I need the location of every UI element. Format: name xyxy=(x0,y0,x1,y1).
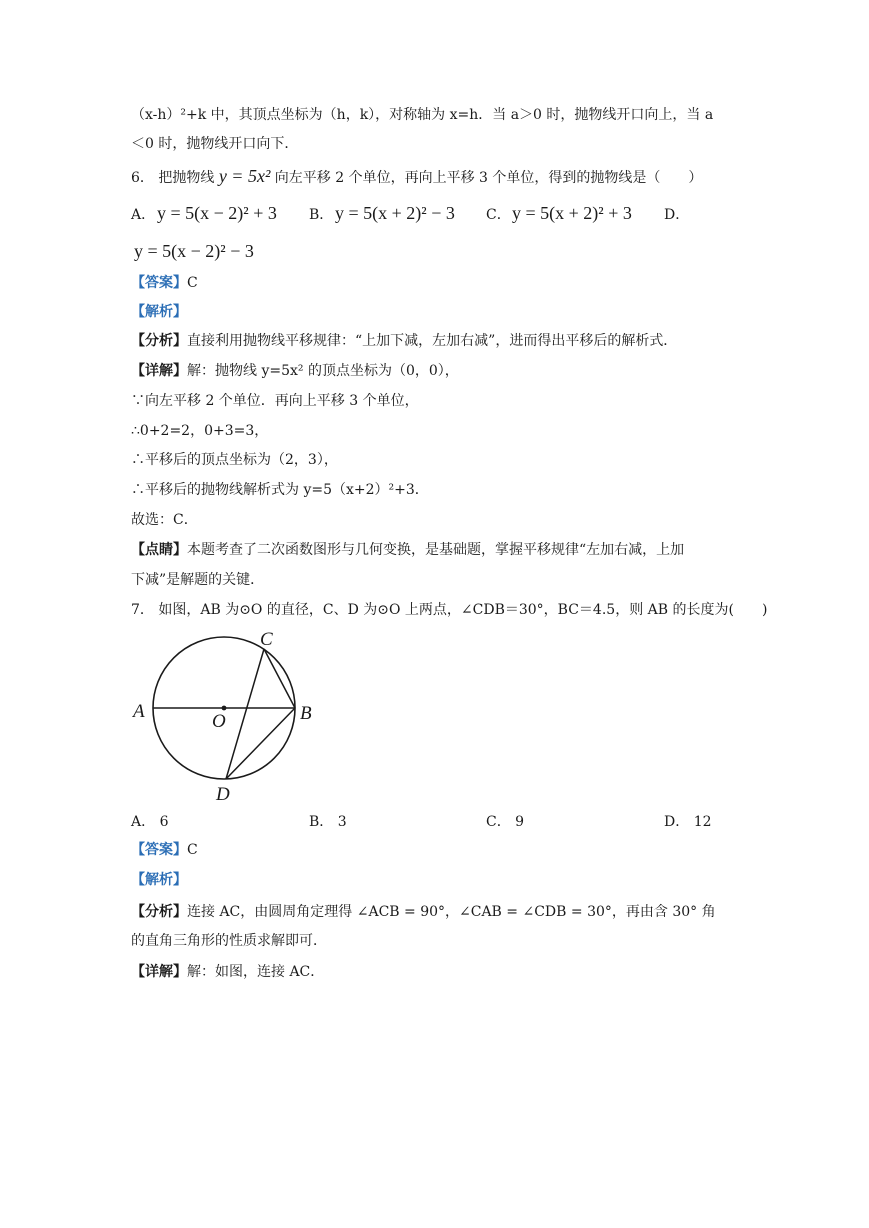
q7-stem: 7． 如图，AB 为⊙O 的直径，C、D 为⊙O 上两点，∠CDB＝30°，BC＝4.5，则 AB 的长度为( ) xyxy=(131,602,768,618)
q6-fenxi-tag: 【分析】 xyxy=(131,333,187,349)
q6-option-d-label: D． xyxy=(664,207,690,223)
intro-line-2: ＜0 时，抛物线开口向下． xyxy=(131,136,299,152)
label-c: C xyxy=(260,629,273,650)
q6-xiangjie-tag: 【详解】 xyxy=(131,363,187,379)
circle-diagram xyxy=(128,628,328,808)
q6-stem xyxy=(131,166,702,188)
q7-answer-value: C xyxy=(187,842,198,858)
q6-answer xyxy=(131,273,198,293)
q6-jiexi-tag: 【解析】 xyxy=(131,304,187,320)
q7-xiangjie-tag: 【详解】 xyxy=(131,964,187,980)
q7-option-d-value: 12 xyxy=(693,814,712,830)
intro-line-1: （x-h）²+k 中，其顶点坐标为（h，k），对称轴为 x=h．当 a＞0 时，抛物线开口向上，当 a xyxy=(131,107,714,123)
q7-fenxi-line-1: 连接 AC，由圆周角定理得 ∠ACB = 90°，∠CAB = ∠CDB = 30°，再由含 30° 角 xyxy=(187,904,716,920)
q6-dianjing-line-1: 本题考查了二次函数图形与几何变换，是基础题，掌握平移规律“左加右减，上加 xyxy=(187,542,685,558)
q7-option-a xyxy=(131,812,169,832)
q7-option-a-value: 6 xyxy=(159,814,169,830)
q6-option-d-formula: y = 5(x − 2)² − 3 xyxy=(134,241,254,261)
q6-option-b-formula: y = 5(x + 2)² − 3 xyxy=(335,203,455,223)
q6-dianjing-line-2: 下减”是解题的关键． xyxy=(131,572,265,588)
q6-xiangjie xyxy=(131,361,459,381)
chord-cb xyxy=(264,649,295,708)
q6-step-2: ∴0+2=2，0+3=3， xyxy=(131,423,269,439)
q6-option-c-label: C． xyxy=(486,207,511,223)
label-d: D xyxy=(216,784,230,805)
q7-option-c-value: 9 xyxy=(515,814,525,830)
q6-stem-suffix: 向左平移 2 个单位，再向上平移 3 个单位，得到的抛物线是（ ） xyxy=(274,170,703,186)
q6-fenxi xyxy=(131,331,677,351)
label-a: A xyxy=(133,701,145,722)
label-o: O xyxy=(212,711,226,732)
q6-step-4: ∴平移后的抛物线解析式为 y=5（x+2）²+3． xyxy=(131,482,429,498)
q7-option-b-value: 3 xyxy=(337,814,347,830)
q6-dianjing-tag: 【点睛】 xyxy=(131,542,187,558)
q7-fenxi-tag: 【分析】 xyxy=(131,904,187,920)
q7-option-c xyxy=(486,812,524,832)
q6-fenxi-text: 直接利用抛物线平移规律：“上加下减，左加右减”，进而得出平移后的解析式． xyxy=(187,333,678,349)
q7-jiexi-tag: 【解析】 xyxy=(131,872,187,888)
q7-answer-tag: 【答案】 xyxy=(131,842,187,858)
q6-jiexi xyxy=(131,302,187,322)
q6-answer-tag: 【答案】 xyxy=(131,275,187,291)
q7-option-d xyxy=(664,812,712,832)
q7-xiangjie-text: 解：如图，连接 AC． xyxy=(187,964,325,980)
q7-fenxi-line-2: 的直角三角形的性质求解即可． xyxy=(131,933,327,949)
q6-stem-prefix: 6． 把抛物线 xyxy=(131,170,215,186)
q7-option-c-label: C． xyxy=(486,814,511,830)
q6-stem-formula: y = 5x² xyxy=(218,166,271,186)
q6-step-1: ∵向左平移 2 个单位．再向上平移 3 个单位， xyxy=(131,393,419,409)
label-b: B xyxy=(300,703,312,724)
q6-dianjing xyxy=(131,540,684,560)
q7-option-d-label: D． xyxy=(664,814,690,830)
q7-option-a-label: A． xyxy=(131,814,156,830)
q7-option-b xyxy=(309,812,347,832)
q7-fenxi xyxy=(131,902,716,922)
q6-option-a-label: A． xyxy=(131,207,156,223)
q6-answer-value: C xyxy=(187,275,198,291)
q7-xiangjie xyxy=(131,962,324,982)
q7-answer xyxy=(131,840,198,860)
q6-option-c-formula: y = 5(x + 2)² + 3 xyxy=(512,203,632,223)
q6-option-a-formula: y = 5(x − 2)² + 3 xyxy=(157,203,277,223)
q7-jiexi xyxy=(131,870,187,890)
q6-step-3: ∴平移后的顶点坐标为（2，3）， xyxy=(131,452,338,468)
q7-option-b-label: B． xyxy=(309,814,334,830)
q6-step-5: 故选：C． xyxy=(131,512,198,528)
q6-option-b-label: B． xyxy=(309,207,334,223)
q6-xiangjie-text: 解：抛物线 y=5x² 的顶点坐标为（0，0）， xyxy=(187,363,459,379)
center-dot xyxy=(222,706,227,711)
